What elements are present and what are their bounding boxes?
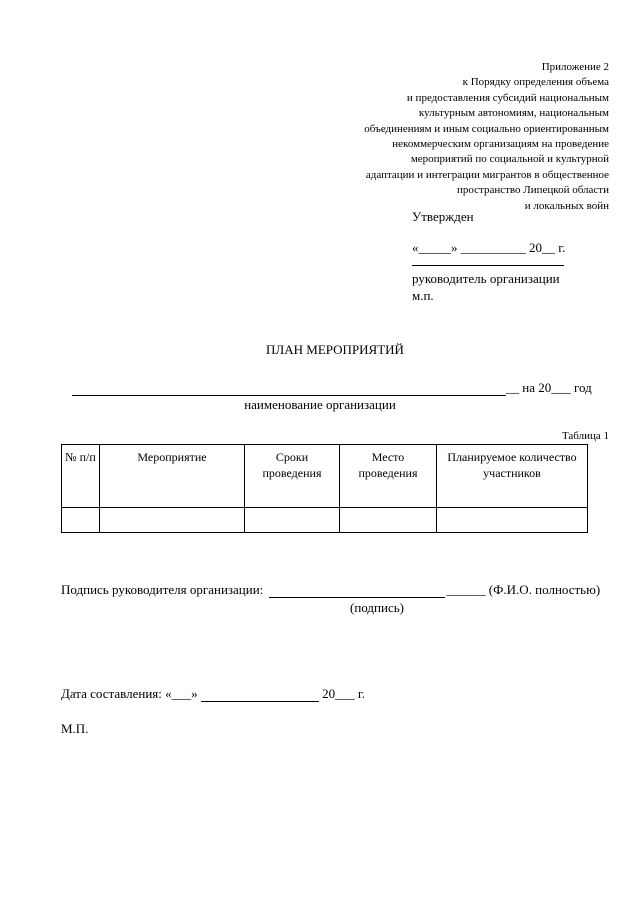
signature-label: Подпись руководителя организации: <box>61 582 264 597</box>
date-line <box>61 686 365 702</box>
plan-title: ПЛАН МЕРОПРИЯТИЙ <box>266 342 404 357</box>
approval-stamp: м.п. <box>412 288 434 303</box>
table-cell <box>62 508 100 533</box>
approval-title: Утвержден <box>412 209 474 224</box>
header-dates: Сроки проведения <box>245 445 340 508</box>
date-year: 20___ г. <box>322 686 365 701</box>
appendix-line: культурным автономиям, национальным <box>418 107 609 120</box>
header-number: № п/п <box>62 445 100 508</box>
date-month-blank <box>201 688 319 702</box>
signature-suffix: ______ (Ф.И.О. полностью) <box>446 582 601 597</box>
header-event: Мероприятие <box>100 445 245 508</box>
table-cell <box>437 508 588 533</box>
appendix-line: пространство Липецкой области <box>456 184 609 197</box>
appendix-line: к Порядку определения объема <box>462 76 609 89</box>
table-caption: Таблица 1 <box>561 430 609 442</box>
events-table <box>61 444 588 533</box>
table-header-row <box>62 445 588 508</box>
table-cell <box>340 508 437 533</box>
table-cell <box>245 508 340 533</box>
appendix-header <box>289 60 609 214</box>
appendix-line: объединениям и иным социально ориентированным <box>364 122 609 135</box>
signature-blank <box>269 584 445 598</box>
header-place: Место проведения <box>340 445 437 508</box>
appendix-line: и локальных войн <box>524 199 609 212</box>
signature-line <box>61 582 600 598</box>
header-participants: Планируемое количество участников <box>437 445 588 508</box>
appendix-line: мероприятий по социальной и культурной <box>410 153 609 166</box>
organization-line <box>72 380 592 396</box>
appendix-line: Приложение 2 <box>541 61 609 73</box>
signature-caption: (подпись) <box>350 600 404 615</box>
approval-date-line: «_____» __________ 20__ г. <box>412 240 566 255</box>
stamp-mark: М.П. <box>61 721 89 736</box>
approval-signature-line <box>412 264 564 266</box>
date-label: Дата составления: «___» <box>61 686 201 701</box>
plan-year-suffix: __ на 20___ год <box>506 380 592 395</box>
appendix-line: и предоставления субсидий национальным <box>406 91 609 104</box>
appendix-line: некоммерческим организациям на проведение <box>392 138 609 151</box>
approval-signer: руководитель организации <box>412 271 560 286</box>
organization-name-blank <box>72 381 506 396</box>
organization-caption: наименование организации <box>244 397 396 412</box>
appendix-line: адаптации и интеграции мигрантов в общественное <box>365 168 609 181</box>
table-cell <box>100 508 245 533</box>
spacer <box>412 225 565 239</box>
approval-block <box>412 208 565 304</box>
table-row <box>62 508 588 533</box>
